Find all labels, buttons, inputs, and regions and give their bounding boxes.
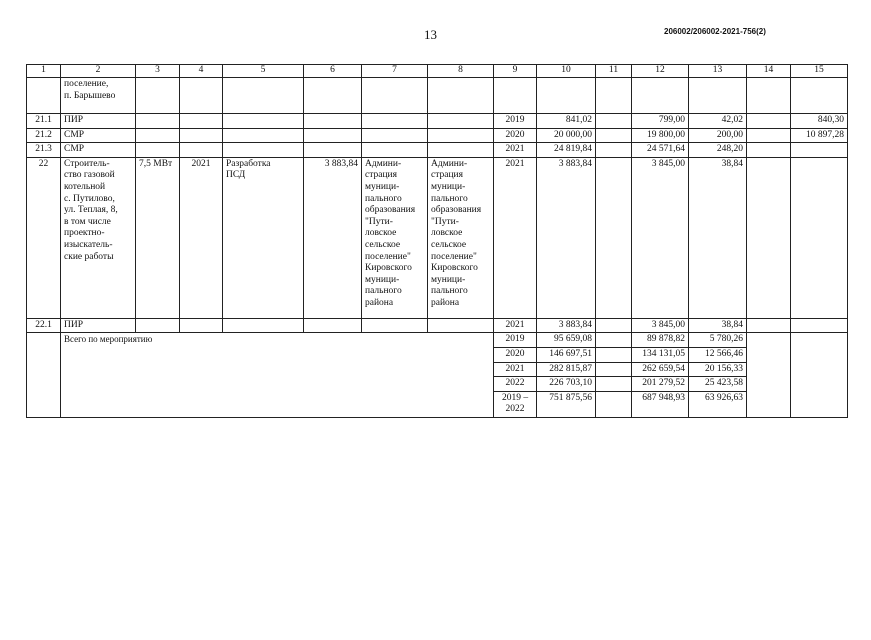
year-cell: 2021 (494, 318, 537, 333)
total-label: Всего по мероприятию (61, 333, 494, 418)
amount-cell: 201 279,52 (632, 377, 689, 392)
table-cell (223, 143, 304, 158)
year-range-cell: 2019 – 2022 (494, 391, 537, 417)
page-number: 13 (424, 27, 437, 42)
table-cell (596, 143, 632, 158)
document-code: 206002/206002-2021-756(2) (664, 27, 766, 36)
column-number: 3 (136, 65, 180, 78)
table-cell (596, 347, 632, 362)
year-cell: 2019 (494, 333, 537, 348)
year-cell: 2021 (494, 362, 537, 377)
table-row (27, 143, 848, 158)
table-cell (27, 333, 61, 418)
item-name-cell: поселение, п. Барышево (61, 78, 136, 114)
column-number: 11 (596, 65, 632, 78)
year-cell: 2021 (494, 143, 537, 158)
table-row (27, 157, 848, 318)
amount-cell: 226 703,10 (537, 377, 596, 392)
table-cell (27, 78, 61, 114)
customer-cell: Админи- страция муници- пального образования "Пути- ловское сельское поселение" Кировского муници- пального района (362, 157, 428, 318)
amount-cell: 282 815,87 (537, 362, 596, 377)
column-number: 1 (27, 65, 61, 78)
table-cell (136, 318, 180, 333)
table-cell (136, 128, 180, 143)
table-row (27, 114, 848, 129)
table-cell (362, 78, 428, 114)
amount-cell: 3 883,84 (304, 157, 362, 318)
table-cell (362, 318, 428, 333)
table-cell (428, 128, 494, 143)
year-cell: 2020 (494, 128, 537, 143)
amount-cell: 3 845,00 (632, 157, 689, 318)
table-cell (791, 333, 848, 418)
table-cell (596, 362, 632, 377)
amount-cell: 3 883,84 (537, 157, 596, 318)
amount-cell: 799,00 (632, 114, 689, 129)
column-number: 5 (223, 65, 304, 78)
table-cell (596, 318, 632, 333)
amount-cell: 20 000,00 (537, 128, 596, 143)
table-cell (136, 143, 180, 158)
table-cell (223, 128, 304, 143)
table-cell (304, 78, 362, 114)
amount-cell: 248,20 (689, 143, 747, 158)
amount-cell: 42,02 (689, 114, 747, 129)
amount-cell: 840,30 (791, 114, 848, 129)
table-row (27, 128, 848, 143)
table-cell (428, 114, 494, 129)
table-cell (747, 128, 791, 143)
table-cell (362, 114, 428, 129)
amount-cell: 20 156,33 (689, 362, 747, 377)
table-cell (747, 333, 791, 418)
item-number-cell: 21.3 (27, 143, 61, 158)
amount-cell: 10 897,28 (791, 128, 848, 143)
amount-cell: 3 883,84 (537, 318, 596, 333)
column-number-row (27, 65, 848, 78)
table-cell (304, 128, 362, 143)
table-cell (223, 114, 304, 129)
executor-cell: Админи- страция муници- пального образования "Пути- ловское сельское поселение" Кировского муници- пального района (428, 157, 494, 318)
amount-cell: 687 948,93 (632, 391, 689, 417)
column-number: 2 (61, 65, 136, 78)
year-cell: 2022 (494, 377, 537, 392)
amount-cell: 38,84 (689, 318, 747, 333)
capacity-cell: 7,5 МВт (136, 157, 180, 318)
table-cell (180, 128, 223, 143)
item-name-cell: ПИР (61, 114, 136, 129)
column-number: 9 (494, 65, 537, 78)
column-number: 13 (689, 65, 747, 78)
table-row (27, 318, 848, 333)
item-number-cell: 21.2 (27, 128, 61, 143)
column-number: 4 (180, 65, 223, 78)
table-cell (304, 318, 362, 333)
item-number-cell: 22 (27, 157, 61, 318)
table-cell (596, 114, 632, 129)
year-cell: 2020 (494, 347, 537, 362)
amount-cell: 19 800,00 (632, 128, 689, 143)
table-cell (747, 157, 791, 318)
table-cell (747, 78, 791, 114)
stage-cell: Разработка ПСД (223, 157, 304, 318)
table-cell (362, 143, 428, 158)
table-cell (596, 78, 632, 114)
table-cell (791, 157, 848, 318)
table-cell (304, 143, 362, 158)
column-number: 10 (537, 65, 596, 78)
item-name-cell: СМР (61, 128, 136, 143)
item-name-cell: СМР (61, 143, 136, 158)
item-name-cell: ПИР (61, 318, 136, 333)
amount-cell: 3 845,00 (632, 318, 689, 333)
amount-cell: 146 697,51 (537, 347, 596, 362)
table-cell (180, 114, 223, 129)
amount-cell: 841,02 (537, 114, 596, 129)
table-cell (136, 114, 180, 129)
table-cell (596, 333, 632, 348)
table-cell (304, 114, 362, 129)
amount-cell: 63 926,63 (689, 391, 747, 417)
table-cell (537, 78, 596, 114)
table-cell (494, 78, 537, 114)
table-cell (596, 377, 632, 392)
table-cell (362, 128, 428, 143)
year-cell: 2019 (494, 114, 537, 129)
table-cell (223, 318, 304, 333)
table-cell (428, 78, 494, 114)
total-row (27, 333, 848, 348)
amount-cell: 89 878,82 (632, 333, 689, 348)
column-number: 12 (632, 65, 689, 78)
continuation-row (27, 78, 848, 114)
column-number: 14 (747, 65, 791, 78)
table-cell (689, 78, 747, 114)
table-cell (223, 78, 304, 114)
table-cell (747, 318, 791, 333)
table-cell (791, 78, 848, 114)
amount-cell: 24 571,64 (632, 143, 689, 158)
amount-cell: 24 819,84 (537, 143, 596, 158)
column-number: 15 (791, 65, 848, 78)
year-cell: 2021 (494, 157, 537, 318)
amount-cell: 262 659,54 (632, 362, 689, 377)
program-table (26, 64, 848, 418)
table-cell (632, 78, 689, 114)
column-number: 7 (362, 65, 428, 78)
table-cell (791, 318, 848, 333)
table-cell (428, 318, 494, 333)
amount-cell: 200,00 (689, 128, 747, 143)
table-cell (747, 143, 791, 158)
item-name-cell: Строитель- ство газовой котельной с. Путилово, ул. Теплая, 8, в том числе проектно- изыскатель- ские работы (61, 157, 136, 318)
year-cell: 2021 (180, 157, 223, 318)
item-number-cell: 22.1 (27, 318, 61, 333)
table-cell (180, 78, 223, 114)
table-cell (136, 78, 180, 114)
amount-cell: 5 780,26 (689, 333, 747, 348)
amount-cell: 12 566,46 (689, 347, 747, 362)
amount-cell: 134 131,05 (632, 347, 689, 362)
table-cell (596, 391, 632, 417)
table-cell (596, 157, 632, 318)
table-cell (596, 128, 632, 143)
amount-cell: 38,84 (689, 157, 747, 318)
column-number: 6 (304, 65, 362, 78)
column-number: 8 (428, 65, 494, 78)
item-number-cell: 21.1 (27, 114, 61, 129)
table-cell (180, 143, 223, 158)
table-cell (428, 143, 494, 158)
table-cell (180, 318, 223, 333)
amount-cell (791, 143, 848, 158)
amount-cell: 751 875,56 (537, 391, 596, 417)
table-cell (747, 114, 791, 129)
amount-cell: 95 659,08 (537, 333, 596, 348)
amount-cell: 25 423,58 (689, 377, 747, 392)
